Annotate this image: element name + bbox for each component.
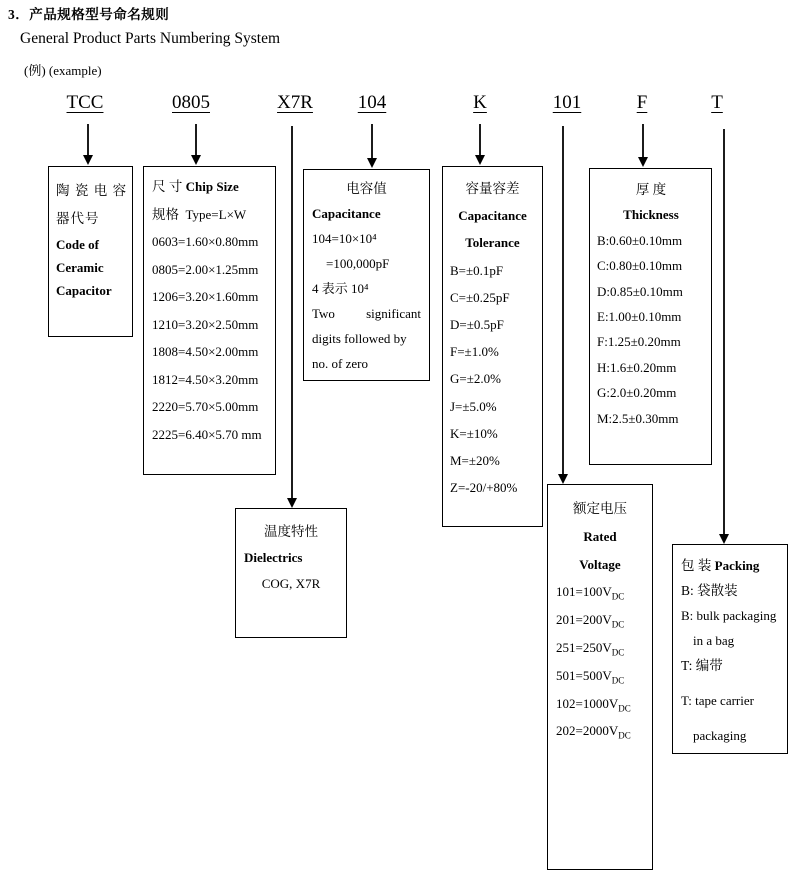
tolerance-header-en1: Capacitance <box>458 208 527 224</box>
packing-header <box>681 553 783 578</box>
arrow-104-to-capacitance-box <box>367 124 377 168</box>
rated-voltage-sub: DC <box>611 591 625 602</box>
arrow-head-icon <box>558 474 568 484</box>
chip-size-row: 1808=4.50×2.00mm <box>152 344 259 359</box>
thickness-row: C:0.80±0.10mm <box>597 258 683 274</box>
code-box-en-line: Ceramic <box>56 260 104 275</box>
arrow-shaft <box>195 124 197 155</box>
capacitance-header-en: Capacitance <box>312 206 381 221</box>
thickness-row: M:2.5±0.30mm <box>597 410 679 426</box>
thickness-row: F:1.25±0.20mm <box>597 334 681 350</box>
chip-size-row: 1206=3.20×1.60mm <box>152 289 259 304</box>
rated-voltage-row <box>556 634 644 662</box>
chip-size-rows <box>152 228 271 448</box>
rated-voltage-header-zh: 额定电压 <box>573 501 627 516</box>
rated-voltage-row <box>556 717 644 745</box>
capacitance-note-word1: Two <box>312 306 335 321</box>
rated-voltage-sub: DC <box>611 647 625 658</box>
code-104: 104 <box>357 92 387 113</box>
rated-voltage-rows <box>556 578 644 745</box>
chip-size-row: 1210=3.20×2.50mm <box>152 316 259 332</box>
arrow-shaft <box>642 124 644 157</box>
capacitance-note-line1 <box>312 301 421 326</box>
code-k: K <box>473 92 487 113</box>
arrow-head-icon <box>287 498 297 508</box>
tolerance-row: F=±1.0% <box>450 344 499 360</box>
tolerance-row: B=±0.1pF <box>450 262 504 278</box>
chip-size-subheader-en: Type=L×W <box>185 206 247 222</box>
thickness-rows <box>597 228 705 431</box>
chip-size-subheader <box>152 201 271 229</box>
packing-line-t-en2: packaging <box>693 728 747 743</box>
tolerance-row: G=±2.0% <box>450 371 501 387</box>
code-f: F <box>636 92 648 113</box>
thickness-row: D:0.85±0.10mm <box>597 283 683 299</box>
rated-voltage-value: 202=2000V <box>556 723 619 739</box>
arrow-head-icon <box>475 155 485 165</box>
packing-line-t-zh: T: 编带 <box>681 658 723 673</box>
code-of-ceramic-capacitor-box <box>48 166 133 337</box>
arrow-x7r-to-dielectrics-box <box>287 126 297 508</box>
dielectrics-header-en: Dielectrics <box>244 550 303 565</box>
tolerance-header-zh: 容量容差 <box>465 181 520 196</box>
tolerance-row: K=±10% <box>450 425 498 441</box>
rated-voltage-value: 251=250V <box>556 639 612 655</box>
rated-voltage-header-en2: Voltage <box>579 556 621 572</box>
arrow-f-to-thickness-box <box>638 124 648 167</box>
packing-box <box>672 544 788 754</box>
chip-size-row: 0805=2.00×1.25mm <box>152 261 259 277</box>
code-box-en-lines <box>56 233 125 302</box>
rated-voltage-row <box>556 690 644 718</box>
capacitance-line3: 4 表示 10⁴ <box>312 281 369 296</box>
code-box-en-line: Code of <box>56 237 99 252</box>
capacitance-tolerance-box <box>442 166 543 527</box>
arrow-shaft <box>87 124 89 155</box>
capacitance-line1: 104=10×10⁴ <box>312 231 377 246</box>
rated-voltage-value: 101=100V <box>556 584 612 600</box>
rated-voltage-sub: DC <box>611 675 625 686</box>
packing-header-en: Packing <box>714 558 760 573</box>
capacitance-note-line3: no. of zero <box>312 356 368 371</box>
capacitance-line2: =100,000pF <box>326 256 390 271</box>
packing-header-zh: 包 装 <box>681 558 712 573</box>
code-t: T <box>711 92 723 113</box>
thickness-header-en: Thickness <box>623 207 679 223</box>
capacitance-note-word2: significant <box>366 306 421 321</box>
rated-voltage-sub: DC <box>611 619 625 630</box>
code-101: 101 <box>552 92 582 113</box>
arrow-t-to-packing-box <box>719 129 729 544</box>
rated-voltage-row <box>556 662 644 690</box>
arrow-k-to-tolerance-box <box>475 124 485 165</box>
rated-voltage-header-en1: Rated <box>583 528 617 544</box>
code-x7r: X7R <box>277 92 313 113</box>
dielectrics-header-zh: 温度特性 <box>264 524 318 539</box>
arrow-head-icon <box>367 158 377 168</box>
code-0805: 0805 <box>172 92 210 113</box>
thickness-row: H:1.6±0.20mm <box>597 359 677 375</box>
thickness-row: B:0.60±0.10mm <box>597 232 683 248</box>
rated-voltage-row <box>556 578 644 606</box>
rated-voltage-box <box>547 484 653 870</box>
rated-voltage-row <box>556 606 644 634</box>
subtitle: General Product Parts Numbering System <box>20 30 281 47</box>
chip-size-subheader-zh: 规格 <box>152 206 179 222</box>
tolerance-rows <box>450 257 535 502</box>
thickness-header-zh: 厚 度 <box>635 182 667 197</box>
packing-line-t-en: T: tape carrier <box>681 693 754 708</box>
capacitance-note-line2: digits followed by <box>312 331 407 346</box>
section-title: 3．产品规格型号命名规则 <box>8 7 170 22</box>
arrow-shaft <box>291 126 293 498</box>
arrow-head-icon <box>83 155 93 165</box>
arrow-shaft <box>723 129 725 534</box>
arrow-shaft <box>371 124 373 158</box>
dielectrics-value: COG, X7R <box>261 576 321 591</box>
tolerance-row: D=±0.5pF <box>450 317 504 333</box>
chip-size-row: 0603=1.60×0.80mm <box>152 234 259 249</box>
code-box-en-line: Capacitor <box>56 283 112 298</box>
packing-line-b-en2: in a bag <box>693 633 735 648</box>
capacitance-box <box>303 169 430 381</box>
rated-voltage-sub: DC <box>618 703 631 714</box>
packing-line-b-zh: B: 袋散装 <box>681 583 738 598</box>
thickness-box <box>589 168 712 465</box>
tolerance-header-en2: Tolerance <box>465 235 520 251</box>
chip-size-header-zh: 尺 寸 <box>152 179 183 194</box>
example-label: (例) (example) <box>24 63 102 78</box>
arrow-head-icon <box>719 534 729 544</box>
arrow-tcc-to-code-box <box>83 124 93 165</box>
tolerance-row: M=±20% <box>450 453 500 469</box>
chip-size-row: 1812=4.50×3.20mm <box>152 371 259 387</box>
capacitance-header-zh: 电容值 <box>346 181 387 196</box>
arrow-shaft <box>562 126 564 474</box>
chip-size-row: 2225=6.40×5.70 mm <box>152 426 262 442</box>
code-tcc: TCC <box>66 92 104 113</box>
chip-size-header-en: Chip Size <box>185 179 239 194</box>
arrow-head-icon <box>638 157 648 167</box>
code-box-zh-line1: 陶 瓷 电 容 <box>56 183 128 198</box>
chip-size-row: 2220=5.70×5.00mm <box>152 399 259 414</box>
dielectrics-box <box>235 508 347 638</box>
packing-line-b-en: B: bulk packaging <box>681 608 777 623</box>
tolerance-row: J=±5.0% <box>450 398 497 414</box>
rated-voltage-value: 201=200V <box>556 612 612 628</box>
chip-size-box <box>143 166 276 475</box>
rated-voltage-value: 501=500V <box>556 667 612 683</box>
arrow-0805-to-chip-size-box <box>191 124 201 165</box>
arrow-head-icon <box>191 155 201 165</box>
rated-voltage-sub: DC <box>618 730 631 741</box>
thickness-row: G:2.0±0.20mm <box>597 385 677 401</box>
thickness-row: E:1.00±0.10mm <box>597 309 682 325</box>
tolerance-row: Z=-20/+80% <box>450 480 518 496</box>
tolerance-row: C=±0.25pF <box>450 289 510 305</box>
chip-size-header <box>152 173 271 201</box>
rated-voltage-value: 102=1000V <box>556 695 619 711</box>
arrow-101-to-rated-voltage-box <box>558 126 568 484</box>
arrow-shaft <box>479 124 481 155</box>
code-box-zh-line2: 器代号 <box>56 211 100 226</box>
